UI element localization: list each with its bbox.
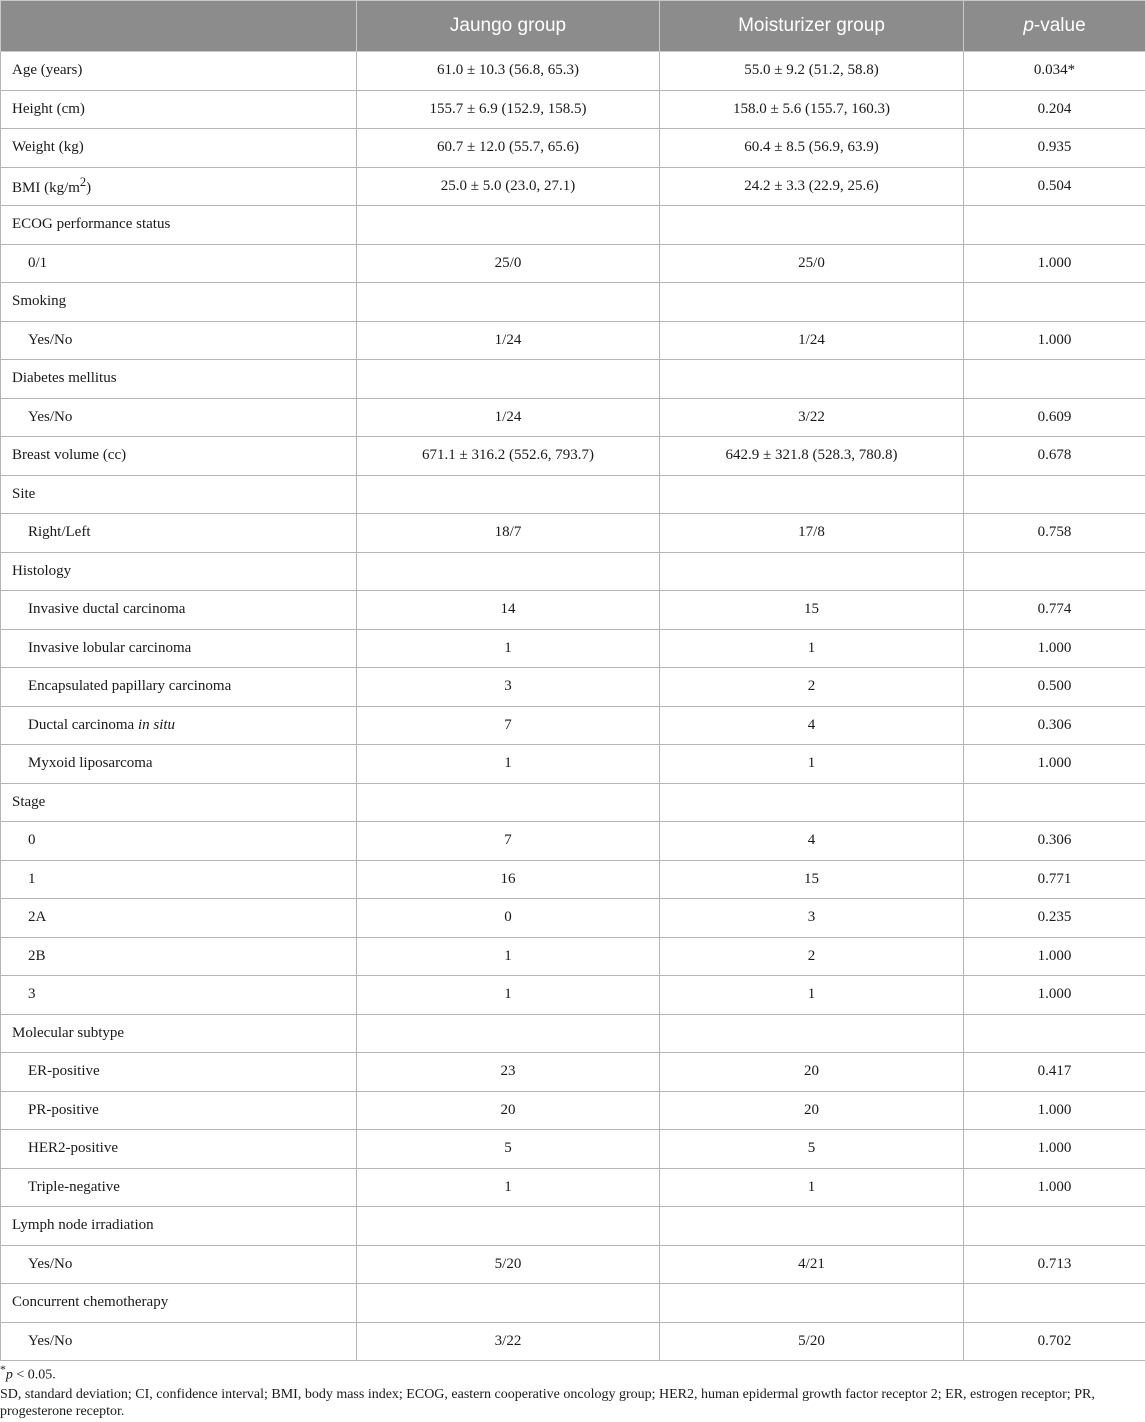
header-p-suffix: -value — [1033, 15, 1086, 36]
cell-moisturizer: 642.9 ± 321.8 (528.3, 780.8) — [660, 437, 964, 476]
table-row — [1, 1284, 1145, 1323]
row-label-text: Age (years) — [12, 62, 83, 79]
table-row — [1, 668, 1145, 707]
cell-moisturizer — [660, 283, 964, 322]
row-label-text: Stage — [12, 793, 46, 810]
cell-p-value: 0.235 — [964, 899, 1145, 938]
cell-moisturizer: 1 — [660, 745, 964, 784]
row-sublabel — [1, 822, 357, 861]
cell-p-value — [964, 1284, 1145, 1323]
cell-jaungo: 1/24 — [357, 398, 660, 437]
table-row — [1, 860, 1145, 899]
row-sublabel — [1, 244, 357, 283]
table-row — [1, 514, 1145, 553]
cell-jaungo: 1 — [357, 976, 660, 1015]
table-row — [1, 206, 1145, 245]
cell-p-value: 1.000 — [964, 937, 1145, 976]
cell-jaungo: 18/7 — [357, 514, 660, 553]
table-row — [1, 360, 1145, 399]
table-row — [1, 1207, 1145, 1246]
row-label — [1, 1014, 357, 1053]
row-sublabel — [1, 629, 357, 668]
table-row — [1, 1053, 1145, 1092]
row-label — [1, 360, 357, 399]
table-row — [1, 52, 1145, 91]
row-label — [1, 167, 357, 206]
cell-jaungo — [357, 1014, 660, 1053]
table-row — [1, 1014, 1145, 1053]
cell-p-value — [964, 1207, 1145, 1246]
cell-p-value: 0.774 — [964, 591, 1145, 630]
cell-p-value — [964, 360, 1145, 399]
table-row — [1, 976, 1145, 1015]
significance-threshold: < 0.05. — [12, 1367, 56, 1383]
row-label-text: BMI (kg/m — [12, 180, 80, 197]
cell-jaungo: 1 — [357, 745, 660, 784]
cell-p-value: 0.771 — [964, 860, 1145, 899]
cell-p-value: 0.306 — [964, 706, 1145, 745]
row-label-text: Lymph node irradiation — [12, 1217, 154, 1234]
cell-jaungo: 14 — [357, 591, 660, 630]
header-jaungo-group: Jaungo group — [357, 1, 660, 52]
row-label-superscript: 2 — [79, 175, 87, 190]
cell-p-value — [964, 783, 1145, 822]
row-label-text: Yes/No — [28, 1255, 73, 1272]
row-label — [1, 1207, 357, 1246]
table-row — [1, 591, 1145, 630]
table-row — [1, 1322, 1145, 1361]
cell-jaungo: 3 — [357, 668, 660, 707]
cell-moisturizer: 3 — [660, 899, 964, 938]
cell-moisturizer: 20 — [660, 1091, 964, 1130]
cell-moisturizer: 1 — [660, 629, 964, 668]
cell-p-value: 0.935 — [964, 129, 1145, 168]
cell-p-value: 0.678 — [964, 437, 1145, 476]
row-label-text: Diabetes mellitus — [12, 370, 117, 387]
row-label-text: Triple-negative — [28, 1178, 120, 1195]
table-row — [1, 321, 1145, 360]
cell-moisturizer: 1 — [660, 976, 964, 1015]
cell-jaungo: 7 — [357, 822, 660, 861]
row-label-text: Breast volume (cc) — [12, 447, 127, 464]
cell-moisturizer: 4 — [660, 822, 964, 861]
cell-jaungo: 16 — [357, 860, 660, 899]
row-sublabel — [1, 899, 357, 938]
row-sublabel — [1, 1245, 357, 1284]
cell-moisturizer: 1/24 — [660, 321, 964, 360]
table-footnotes — [0, 1361, 1145, 1420]
cell-moisturizer: 158.0 ± 5.6 (155.7, 160.3) — [660, 90, 964, 129]
table-header-row — [1, 1, 1145, 52]
row-sublabel — [1, 398, 357, 437]
table-row — [1, 437, 1145, 476]
row-sublabel — [1, 1168, 357, 1207]
row-label-text: 3 — [28, 986, 36, 1003]
cell-p-value — [964, 1014, 1145, 1053]
row-label-italic: in situ — [137, 716, 176, 733]
table-row — [1, 167, 1145, 206]
table-row — [1, 244, 1145, 283]
cell-jaungo — [357, 783, 660, 822]
cell-moisturizer — [660, 1284, 964, 1323]
row-label-text: 1 — [28, 870, 36, 887]
row-sublabel — [1, 976, 357, 1015]
row-label-text: HER2-positive — [28, 1140, 118, 1157]
cell-p-value: 1.000 — [964, 1130, 1145, 1169]
row-label — [1, 206, 357, 245]
abbreviations-note: SD, standard deviation; CI, confidence interval; BMI, body mass index; ECOG, eastern cooperative oncology group; HER2, human epidermal growth factor receptor 2; ER, estrogen receptor; PR, progesterone receptor. — [0, 1386, 1095, 1419]
significance-p: p — [5, 1367, 13, 1383]
cell-moisturizer: 17/8 — [660, 514, 964, 553]
table-row — [1, 1091, 1145, 1130]
header-p-italic: p — [1023, 15, 1034, 36]
header-p-value — [964, 1, 1145, 52]
cell-moisturizer: 25/0 — [660, 244, 964, 283]
cell-moisturizer: 60.4 ± 8.5 (56.9, 63.9) — [660, 129, 964, 168]
row-sublabel — [1, 745, 357, 784]
table-row — [1, 283, 1145, 322]
row-label-text: Weight (kg) — [12, 139, 84, 156]
row-label-text: Yes/No — [28, 1332, 73, 1349]
cell-jaungo — [357, 475, 660, 514]
cell-moisturizer — [660, 360, 964, 399]
cell-p-value: 0.609 — [964, 398, 1145, 437]
row-sublabel — [1, 321, 357, 360]
row-label-text: Smoking — [12, 293, 67, 310]
table-row — [1, 1168, 1145, 1207]
table-row — [1, 90, 1145, 129]
row-label — [1, 52, 357, 91]
table-row — [1, 706, 1145, 745]
row-label — [1, 283, 357, 322]
row-label-text: Histology — [12, 562, 72, 579]
cell-jaungo — [357, 1207, 660, 1246]
row-label — [1, 129, 357, 168]
table-row — [1, 398, 1145, 437]
cell-jaungo: 671.1 ± 316.2 (552.6, 793.7) — [357, 437, 660, 476]
cell-p-value: 0.504 — [964, 167, 1145, 206]
row-label-text: Molecular subtype — [12, 1024, 125, 1041]
cell-p-value: 0.702 — [964, 1322, 1145, 1361]
row-label — [1, 1284, 357, 1323]
table-row — [1, 745, 1145, 784]
cell-moisturizer — [660, 1207, 964, 1246]
cell-p-value: 1.000 — [964, 321, 1145, 360]
significance-mark: * — [0, 1363, 6, 1376]
row-sublabel — [1, 1322, 357, 1361]
row-label-text: ER-positive — [28, 1063, 100, 1080]
row-label-text: Yes/No — [28, 331, 73, 348]
row-label-text: Myxoid liposarcoma — [28, 755, 153, 772]
cell-moisturizer: 2 — [660, 937, 964, 976]
table-body — [1, 52, 1145, 1361]
cell-moisturizer — [660, 1014, 964, 1053]
row-label-text: Concurrent chemotherapy — [12, 1294, 169, 1311]
row-label-text: 2A — [28, 909, 47, 926]
cell-p-value: 1.000 — [964, 745, 1145, 784]
row-label-text: Invasive lobular carcinoma — [28, 639, 192, 656]
cell-moisturizer: 5/20 — [660, 1322, 964, 1361]
row-label — [1, 475, 357, 514]
cell-jaungo: 61.0 ± 10.3 (56.8, 65.3) — [357, 52, 660, 91]
row-label — [1, 783, 357, 822]
row-label — [1, 437, 357, 476]
row-label-text: Ductal carcinoma — [28, 716, 138, 733]
cell-p-value — [964, 283, 1145, 322]
cell-jaungo: 1 — [357, 1168, 660, 1207]
row-label-text: 2B — [28, 947, 46, 964]
cell-moisturizer: 4 — [660, 706, 964, 745]
cell-jaungo: 1 — [357, 937, 660, 976]
cell-p-value: 1.000 — [964, 244, 1145, 283]
cell-jaungo: 5 — [357, 1130, 660, 1169]
cell-jaungo: 155.7 ± 6.9 (152.9, 158.5) — [357, 90, 660, 129]
cell-jaungo — [357, 283, 660, 322]
cell-moisturizer: 15 — [660, 591, 964, 630]
cell-moisturizer — [660, 475, 964, 514]
cell-jaungo: 0 — [357, 899, 660, 938]
cell-p-value: 0.204 — [964, 90, 1145, 129]
row-sublabel — [1, 706, 357, 745]
cell-jaungo: 25/0 — [357, 244, 660, 283]
cell-jaungo — [357, 552, 660, 591]
cell-p-value — [964, 475, 1145, 514]
cell-p-value: 0.417 — [964, 1053, 1145, 1092]
cell-jaungo: 60.7 ± 12.0 (55.7, 65.6) — [357, 129, 660, 168]
table-row — [1, 1130, 1145, 1169]
cell-jaungo: 5/20 — [357, 1245, 660, 1284]
cell-moisturizer: 24.2 ± 3.3 (22.9, 25.6) — [660, 167, 964, 206]
table-row — [1, 899, 1145, 938]
table-row — [1, 822, 1145, 861]
table-row — [1, 129, 1145, 168]
row-sublabel — [1, 591, 357, 630]
row-label-text: ECOG performance status — [12, 216, 171, 233]
cell-jaungo: 1 — [357, 629, 660, 668]
table-row — [1, 937, 1145, 976]
significance-note — [0, 1361, 1145, 1384]
cell-jaungo: 25.0 ± 5.0 (23.0, 27.1) — [357, 167, 660, 206]
cell-p-value — [964, 206, 1145, 245]
row-label-text: PR-positive — [28, 1101, 99, 1118]
cell-jaungo — [357, 1284, 660, 1323]
row-sublabel — [1, 1091, 357, 1130]
row-label — [1, 90, 357, 129]
header-moisturizer-group: Moisturizer group — [660, 1, 964, 52]
row-label-text: Right/Left — [28, 524, 91, 541]
cell-jaungo: 7 — [357, 706, 660, 745]
cell-p-value: 1.000 — [964, 1091, 1145, 1130]
table-row — [1, 629, 1145, 668]
cell-moisturizer: 55.0 ± 9.2 (51.2, 58.8) — [660, 52, 964, 91]
cell-p-value: 0.034* — [964, 52, 1145, 91]
row-label-text: Invasive ductal carcinoma — [28, 601, 186, 618]
table-row — [1, 1245, 1145, 1284]
row-label-suffix: ) — [86, 180, 92, 197]
row-label-text: Height (cm) — [12, 100, 85, 117]
row-sublabel — [1, 1130, 357, 1169]
row-label-text: Yes/No — [28, 408, 73, 425]
row-label — [1, 552, 357, 591]
cell-moisturizer: 5 — [660, 1130, 964, 1169]
row-sublabel — [1, 514, 357, 553]
row-sublabel — [1, 668, 357, 707]
cell-p-value: 1.000 — [964, 629, 1145, 668]
cell-jaungo: 1/24 — [357, 321, 660, 360]
row-label-text: 0/1 — [28, 254, 48, 271]
header-variable — [1, 1, 357, 52]
cell-p-value: 0.713 — [964, 1245, 1145, 1284]
cell-moisturizer: 20 — [660, 1053, 964, 1092]
cell-p-value: 1.000 — [964, 976, 1145, 1015]
cell-jaungo: 3/22 — [357, 1322, 660, 1361]
cell-moisturizer: 15 — [660, 860, 964, 899]
cell-p-value: 0.500 — [964, 668, 1145, 707]
row-sublabel — [1, 1053, 357, 1092]
cell-jaungo: 20 — [357, 1091, 660, 1130]
row-sublabel — [1, 860, 357, 899]
cell-p-value: 1.000 — [964, 1168, 1145, 1207]
row-label-text: 0 — [28, 832, 36, 849]
table-row — [1, 552, 1145, 591]
row-label-text: Encapsulated papillary carcinoma — [28, 678, 232, 695]
row-sublabel — [1, 937, 357, 976]
table-row — [1, 475, 1145, 514]
cell-moisturizer: 1 — [660, 1168, 964, 1207]
cell-jaungo: 23 — [357, 1053, 660, 1092]
cell-moisturizer — [660, 552, 964, 591]
cell-moisturizer — [660, 206, 964, 245]
cell-p-value — [964, 552, 1145, 591]
cell-moisturizer — [660, 783, 964, 822]
table-row — [1, 783, 1145, 822]
cell-moisturizer: 4/21 — [660, 1245, 964, 1284]
cell-p-value: 0.306 — [964, 822, 1145, 861]
cell-jaungo — [357, 206, 660, 245]
cell-moisturizer: 3/22 — [660, 398, 964, 437]
row-label-text: Site — [12, 485, 36, 502]
cell-jaungo — [357, 360, 660, 399]
cell-p-value: 0.758 — [964, 514, 1145, 553]
cell-moisturizer: 2 — [660, 668, 964, 707]
